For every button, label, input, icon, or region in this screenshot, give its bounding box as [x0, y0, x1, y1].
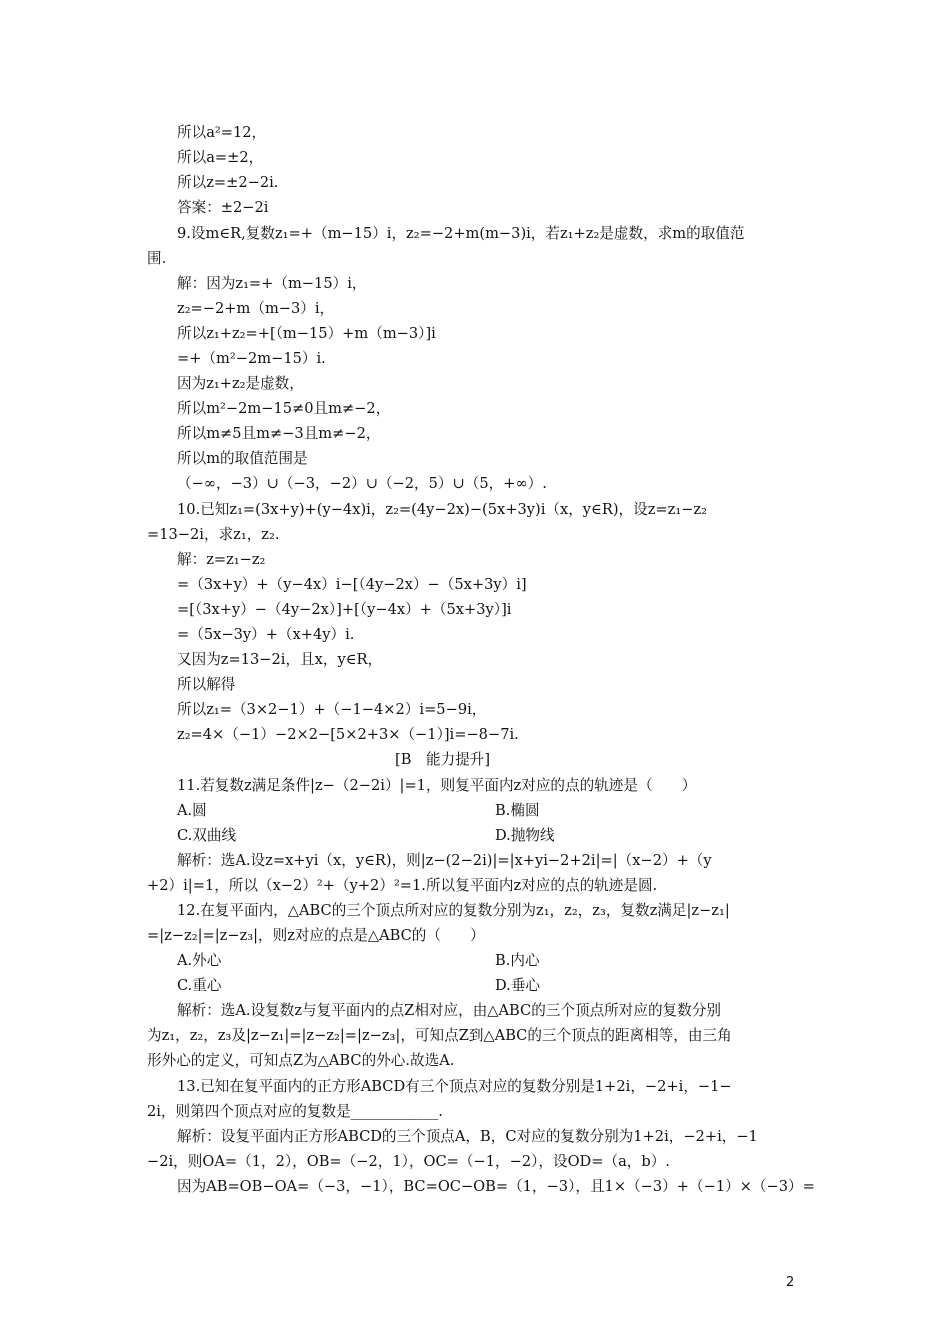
text-line: 所以m的取值范围是: [177, 450, 308, 467]
text-line: 所以m≠5且m≠−3且m≠−2，: [177, 425, 381, 442]
text-line: 为z₁，z₂，z₃及|z−z₁|=|z−z₂|=|z−z₃|，可知点Z到△ABC的三个顶点的距离相等，由三角: [147, 1027, 732, 1044]
option-b: B.椭圆: [495, 802, 540, 819]
text-line: 又因为z=13−2i，且x，y∈R，: [177, 651, 383, 668]
question-13: 13.已知在复平面内的正方形ABCD有三个顶点对应的复数分别是1+2i，−2+i，−1−: [177, 1078, 732, 1095]
text-line: 因为AB=OB−OA=（−3，−1），BC=OC−OB=（1，−3），且1×（−3）+（−1）×（−3）=: [177, 1178, 815, 1195]
text-line: −2i，则OA=（1，2），OB=（−2，1），OC=（−1，−2），设OD=（a，b）.: [147, 1153, 670, 1170]
text-line: 所以z₁=（3×2−1）+（−1−4×2）i=5−9i，: [177, 701, 487, 718]
text-line: 所以m²−2m−15≠0且m≠−2，: [177, 400, 391, 417]
text-line: 2i，则第四个顶点对应的复数是____________.: [147, 1103, 443, 1120]
text-line: 因为z₁+z₂是虚数，: [177, 375, 304, 392]
question-10: 10.已知z₁=(3x+y)+(y−4x)i，z₂=(4y−2x)−(5x+3y)i（x，y∈R)，设z=z₁−z₂: [177, 501, 707, 518]
text-line: 解析：设复平面内正方形ABCD的三个顶点A，B，C对应的复数分别为1+2i，−2+i，−1: [177, 1128, 758, 1145]
text-line: =|z−z₂|=|z−z₃|，则z对应的点是△ABC的（ ）: [147, 927, 485, 944]
text-line: =[（3x+y）−（4y−2x）]+[（y−4x）+（5x+3y）]i: [177, 601, 512, 618]
text-line: 所以解得: [177, 676, 236, 693]
text-line: z₂=4×（−1）−2×2−[5×2+3×（−1）]i=−8−7i.: [177, 726, 519, 743]
section-heading: [B 能力提升]: [395, 751, 491, 768]
text-line: 所以a=±2，: [177, 149, 264, 166]
text-line: 形外心的定义，可知点Z为△ABC的外心.故选A.: [147, 1052, 455, 1069]
text-line: 解析：选A.设复数z与复平面内的点Z相对应，由△ABC的三个顶点所对应的复数分别: [177, 1002, 721, 1019]
page-number: 2: [786, 1275, 795, 1290]
question-12: 12.在复平面内，△ABC的三个顶点所对应的复数分别为z₁，z₂，z₃，复数z满足|z−z₁|: [177, 902, 730, 919]
text-line: =（3x+y）+（y−4x）i−[（4y−2x）−（5x+3y）i]: [177, 576, 527, 593]
text-line: +2）i|=1，所以（x−2）²+（y+2）²=1.所以复平面内z对应的点的轨迹是圆.: [147, 877, 658, 894]
text-line: 围.: [147, 250, 167, 267]
option-a: A.圆: [177, 802, 207, 819]
text-line: 所以z=±2−2i.: [177, 174, 279, 191]
option-c: C.重心: [177, 977, 222, 994]
question-11: 11.若复数z满足条件|z−（2−2i）|=1，则复平面内z对应的点的轨迹是（ ）: [177, 777, 697, 794]
option-c: C.双曲线: [177, 827, 237, 844]
text-line: 答案：±2−2i: [177, 199, 269, 216]
text-line: z₂=−2+m（m−3）i，: [177, 300, 335, 317]
text-line: =+（m²−2m−15）i.: [177, 350, 326, 367]
option-d: D.抛物线: [495, 827, 555, 844]
text-line: =（5x−3y）+（x+4y）i.: [177, 626, 355, 643]
text-line: 所以a²=12，: [177, 124, 267, 141]
option-a: A.外心: [177, 952, 222, 969]
option-b: B.内心: [495, 952, 540, 969]
text-line: 解：因为z₁=+（m−15）i，: [177, 275, 367, 292]
text-line: 所以z₁+z₂=+[（m−15）+m（m−3）]i: [177, 325, 436, 342]
text-line: =13−2i，求z₁，z₂.: [147, 526, 280, 543]
text-line: 解：z=z₁−z₂: [177, 551, 266, 568]
option-d: D.垂心: [495, 977, 541, 994]
text-line: （−∞，−3）∪（−3，−2）∪（−2，5）∪（5，+∞）.: [177, 475, 547, 492]
text-line: 解析：选A.设z=x+yi（x，y∈R)，则|z−(2−2i)|=|x+yi−2+2i|=|（x−2）+（y: [177, 852, 712, 869]
question-9: 9.设m∈R,复数z₁=+（m−15）i，z₂=−2+m(m−3)i，若z₁+z₂是虚数，求m的取值范: [177, 225, 745, 242]
